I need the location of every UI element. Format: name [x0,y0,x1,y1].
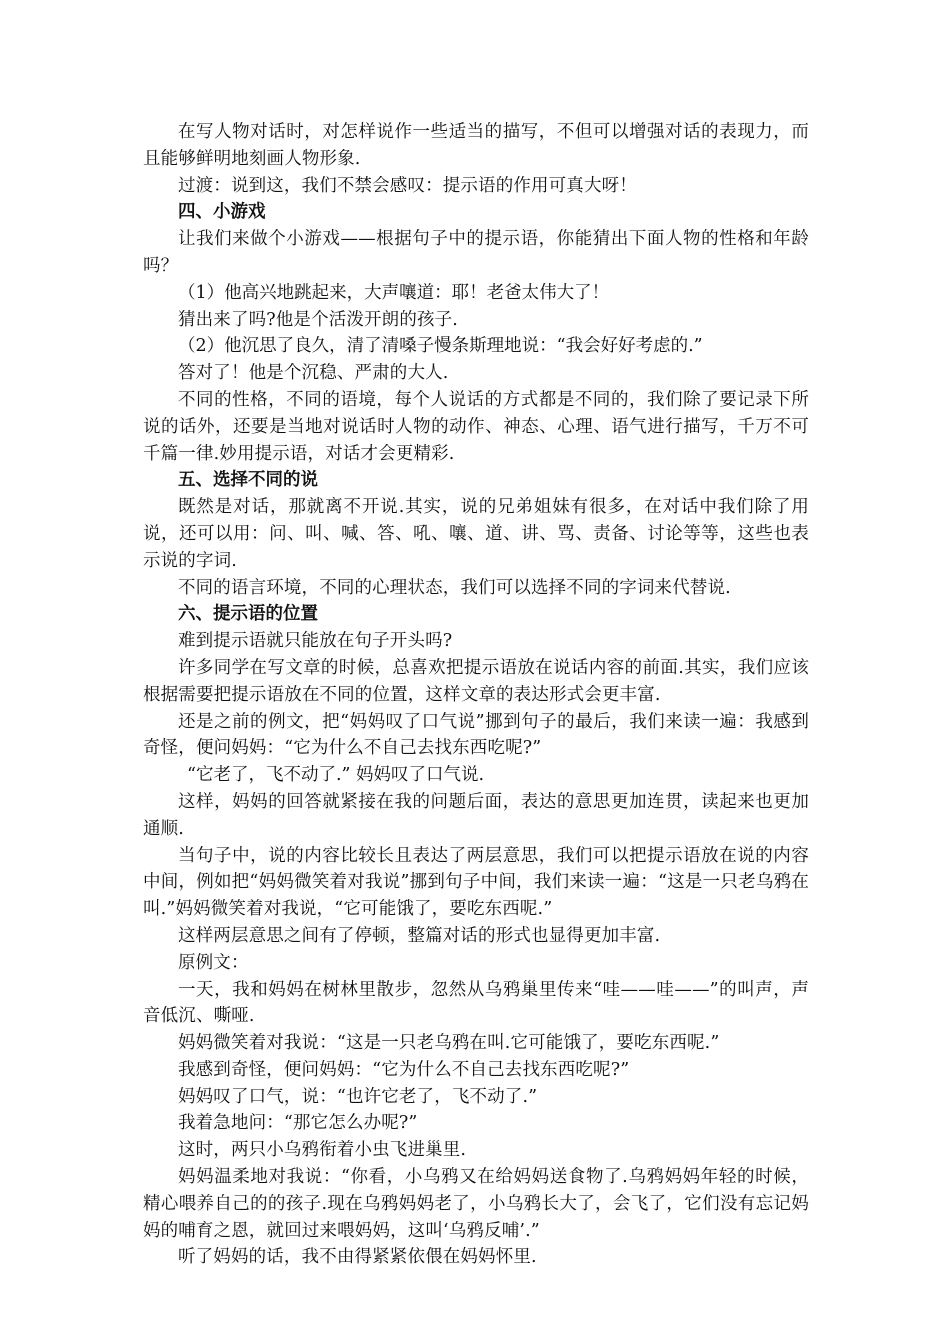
story-paragraph-3: 我感到奇怪，便问妈妈：“它为什么不自己去找东西吃呢?” [178,1059,630,1080]
document-page [143,119,809,1271]
paragraph-position-explain: 许多同学在写文章的时候，总喜欢把提示语放在说话内容的前面.其实，我们应该根据需要把提示语放在不同的位置，这样文章的表达形式会更丰富. [143,657,809,705]
game-example-1: （1）他高兴地跳起来，大声嚷道：耶！老爸太伟大了！ [178,282,610,303]
story-paragraph-8: 听了妈妈的话，我不由得紧紧依偎在妈妈怀里. [178,1247,537,1268]
paragraph-end-example: 还是之前的例文，把“妈妈叹了口气说”挪到句子的最后，我们来读一遍：我感到奇怪，便问妈妈：“它为什么不自己去找东西吃呢?” [143,711,809,759]
paragraph-dialogue-description: 在写人物对话时，对怎样说作一些适当的描写，不但可以增强对话的表现力，而且能够鲜明地刻画人物形象. [143,122,809,169]
story-paragraph-2: 妈妈微笑着对我说：“这是一只老乌鸦在叫.它可能饿了，要吃东西呢.” [178,1033,720,1054]
section-heading-choose-say: 五、选择不同的说 [178,470,318,491]
story-paragraph-1: 一天，我和妈妈在树林里散步，忽然从乌鸦巢里传来“哇——哇——”的叫声，声音低沉、嘶哑. [143,979,809,1027]
section-heading-game: 四、小游戏 [178,202,266,223]
story-paragraph-7: 妈妈温柔地对我说：“你看，小乌鸦又在给妈妈送食物了.乌鸦妈妈年轻的时候，精心喂养自己的的孩子.现在乌鸦妈妈老了，小乌鸦长大了，会飞了，它们没有忘记妈妈的哺育之恩，就回过来喂妈妈，这叫‘乌鸦反哺’.” [143,1167,809,1241]
paragraph-personality: 不同的性格，不同的语境，每个人说话的方式都是不同的，我们除了要记录下所说的话外，还要是当地对说话时人物的动作、神态、心理、语气进行描写，千万不可千篇一律.妙用提示语，对话才会更精彩. [143,389,809,464]
story-paragraph-5: 我着急地问：“那它怎么办呢?” [178,1113,418,1134]
paragraph-transition: 过渡：说到这，我们不禁会感叹：提示语的作用可真大呀！ [178,175,637,196]
paragraph-middle-example: 当句子中，说的内容比较长且表达了两层意思，我们可以把提示语放在说的内容中间，例如把“妈妈微笑着对我说”挪到句子中间，我们来读一遍：“这是一只老乌鸦在叫.”妈妈微笑着对我说，“它可能饿了，要吃东西呢.” [143,845,809,920]
paragraph-say-choice: 不同的语言环境，不同的心理状态，我们可以选择不同的字词来代替说. [178,577,731,598]
paragraph-game-intro: 让我们来做个小游戏——根据句子中的提示语，你能猜出下面人物的性格和年龄吗？ [143,229,809,276]
section-heading-position: 六、提示语的位置 [178,604,318,625]
paragraph-end-example-quote: “它老了，飞不动了.” 妈妈叹了口气说. [187,765,485,786]
story-paragraph-4: 妈妈叹了口气，说：“也许它老了，飞不动了.” [178,1086,538,1107]
game-answer-1: 猜出来了吗?他是个活泼开朗的孩子. [178,309,458,330]
paragraph-original-label: 原例文： [178,952,249,973]
paragraph-end-effect: 这样，妈妈的回答就紧接在我的问题后面，表达的意思更加连贯，读起来也更加通顺. [143,791,809,839]
story-paragraph-6: 这时，两只小乌鸦衔着小虫飞进巢里. [178,1140,467,1161]
paragraph-say-synonyms: 既然是对话，那就离不开说.其实，说的兄弟姐妹有很多，在对话中我们除了用说，还可以用：问、叫、喊、答、吼、嚷、道、讲、骂、责备、讨论等等，这些也表示说的字词. [143,497,809,571]
paragraph-position-question: 难到提示语就只能放在句子开头吗? [178,631,453,652]
paragraph-middle-effect: 这样两层意思之间有了停顿，整篇对话的形式也显得更加丰富. [178,925,661,946]
game-answer-2: 答对了！他是个沉稳、严肃的大人. [178,363,449,384]
game-example-2: （2）他沉思了良久，清了清嗓子慢条斯理地说：“我会好好考虑的.” [178,336,703,357]
